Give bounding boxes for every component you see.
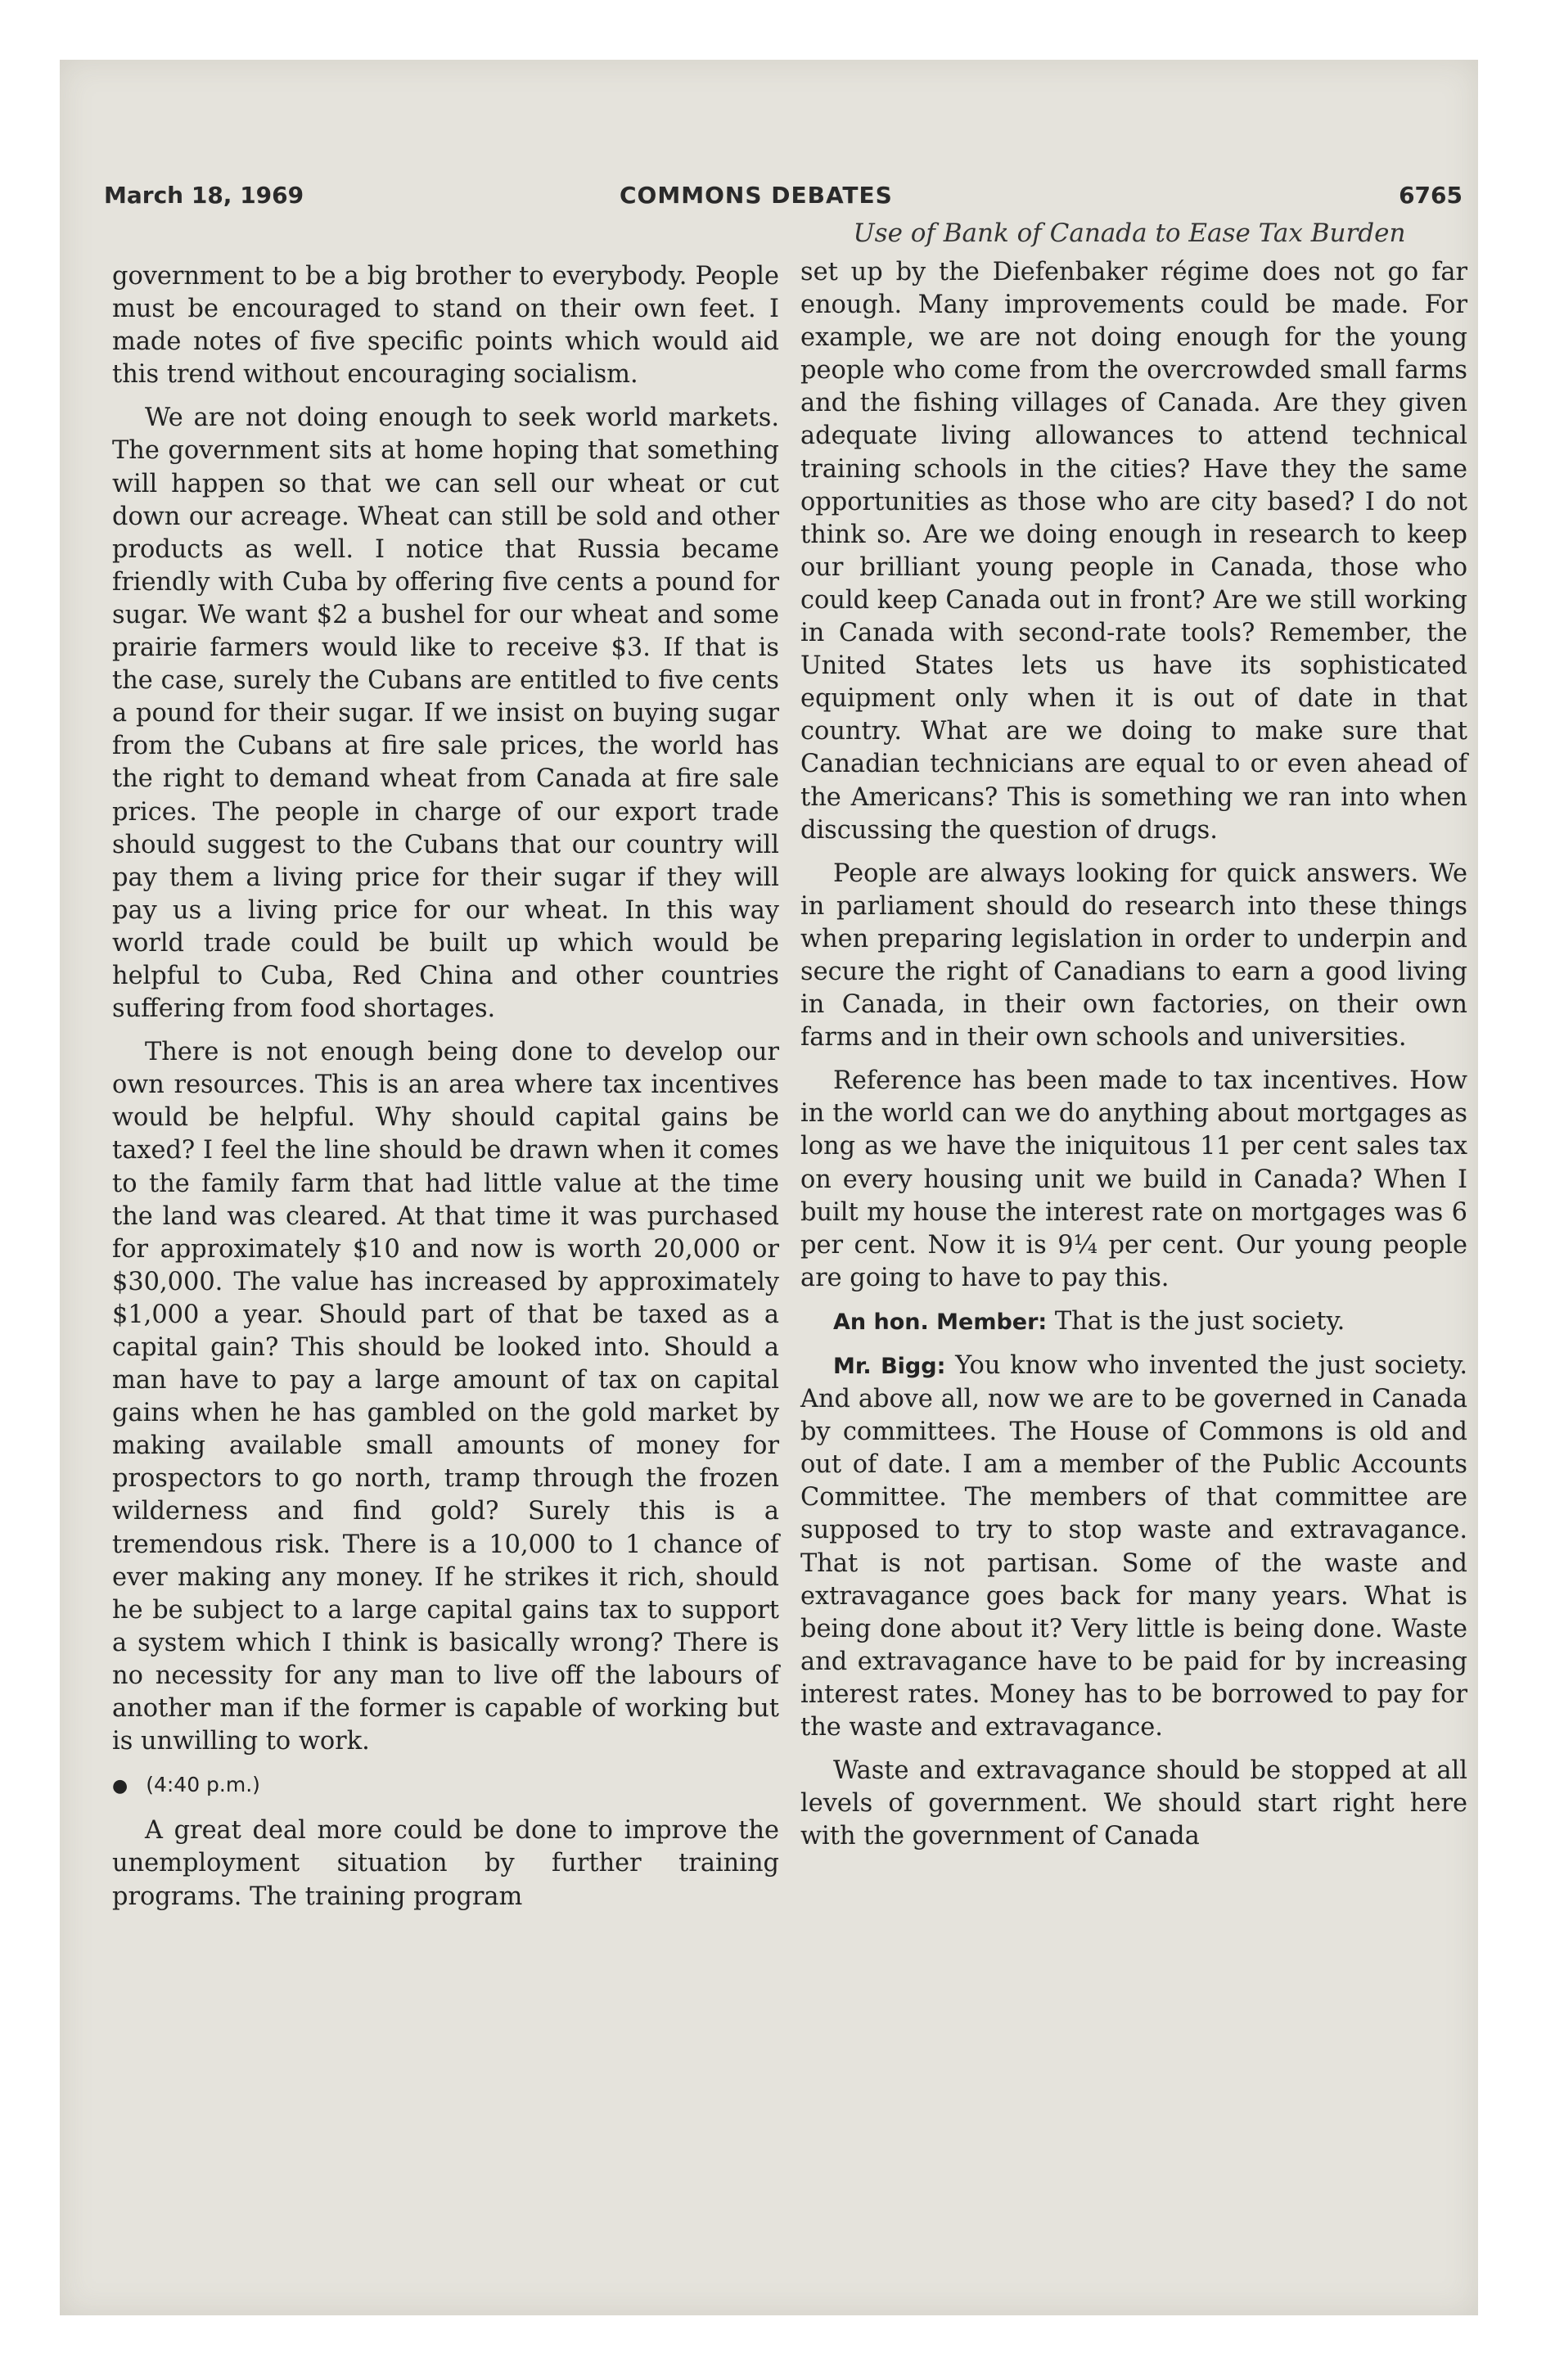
bullet-icon: ●: [112, 1776, 128, 1797]
speaker-name: Mr. Bigg:: [833, 1354, 946, 1379]
timestamp-text: (4:40 p.m.): [146, 1773, 260, 1797]
page-number: 6765: [1399, 182, 1463, 209]
running-head: Use of Bank of Canada to Ease Tax Burden: [853, 219, 1406, 248]
paragraph: Waste and extravagance should be stopped at all levels of government. We should start right here with the government of Canada: [800, 1756, 1467, 1851]
header-title: COMMONS DEBATES: [620, 182, 893, 209]
speech-text: You know who invented the just society. And above all, now we are to be governed in Canada by committees. The House of Commons is old and out of date. I am a member of the Public Accounts Committee. The members of that committee are supposed to try to stop waste and extravagance. That is not partisan. Some of the waste and extravagance goes back for many years. What is being done about it? Very little is being done. Waste and extravagance have to be paid for by increasing interest rates. Money has to be borrowed to pay for the waste and extravagance.: [800, 1351, 1467, 1742]
header-date: March 18, 1969: [104, 182, 304, 209]
speaker-name: An hon. Member:: [833, 1309, 1048, 1335]
paragraph: People are always looking for quick answers. We in parliament should do research into these things when preparing legislation in order to underpin and secure the right of Canadians to earn a good living in Canada, in their own factories, on their own farms and in their own schools and universities.: [800, 859, 1467, 1053]
left-column: [112, 260, 779, 1924]
right-column: [800, 256, 1467, 1864]
paragraph: We are not doing enough to seek world markets. The government sits at home hoping that something will happen so that we can sell our wheat or cut down our acreage. Wheat can still be sold and other products as well. I notice that Russia became friendly with Cuba by offering five cents a pound for sugar. We want $2 a bushel for our wheat and some prairie farmers would like to receive $3. If that is the case, surely the Cubans are entitled to five cents a pound for their sugar. If we insist on buying sugar from the Cubans at fire sale prices, the world has the right to demand wheat from Canada at fire sale prices. The people in charge of our export trade should suggest to the Cubans that our country will pay them a living price for their sugar if they will pay us a living price for our wheat. In this way world trade could be built up which would be helpful to Cuba, Red China and other countries suffering from food shortages.: [112, 403, 779, 1024]
paragraph: There is not enough being done to develop our own resources. This is an area where tax incentives would be helpful. Why should capital gains be taxed? I feel the line should be drawn when it comes to the family farm that had little value at the time the land was cleared. At that time it was purchased for approximately $10 and now is worth 20,000 or $30,000. The value has increased by approximately $1,000 a year. Should part of that be taxed as a capital gain? This should be looked into. Should a man have to pay a large amount of tax on capital gains when he has gambled on the gold market by making available small amounts of money for prospectors to go north, tramp through the frozen wilderness and find gold? Surely this is a tremendous risk. There is a 10,000 to 1 chance of ever making any money. If he strikes it rich, should he be subject to a large capital gains tax to support a system which I think is basically wrong? There is no necessity for any man to live off the labours of another man if the former is capable of working but is unwilling to work.: [112, 1038, 779, 1756]
speech: [800, 1350, 1467, 1744]
paragraph: government to be a big brother to everybody. People must be encouraged to stand on their own feet. I made notes of five specific points which would aid this trend without encouraging socialism.: [112, 262, 779, 390]
paragraph: set up by the Diefenbaker régime does not go far enough. Many improvements could be made. For example, we are not doing enough for the young people who come from the overcrowded small farms and the fishing villages of Canada. Are they given adequate living allowances to attend technical training schools in the cities? Have they the same opportunities as those who are city based? I do not think so. Are we doing enough in research to keep our brilliant young people in Canada, those who could keep Canada out in front? Are we still working in Canada with second-rate tools? Remember, the United States lets us have its sophisticated equipment only when it is out of date in that country. What are we doing to make sure that Canadian technicians are equal to or even ahead of the Americans? This is something we ran into when discussing the question of drugs.: [800, 258, 1467, 845]
paragraph: A great deal more could be done to improve the unemployment situation by further training programs. The training program: [112, 1816, 779, 1911]
page-header: [104, 182, 1463, 214]
paragraph: Reference has been made to tax incentives. How in the world can we do anything about mortgages as long as we have the iniquitous 11 per cent sales tax on every housing unit we build in Canada? When I built my house the interest rate on mortgages was 6 per cent. Now it is 9¼ per cent. Our young people are going to have to pay this.: [800, 1066, 1467, 1292]
timestamp: [112, 1769, 779, 1803]
interjection-text: That is the just society.: [1054, 1306, 1345, 1336]
interjection: [800, 1305, 1467, 1339]
